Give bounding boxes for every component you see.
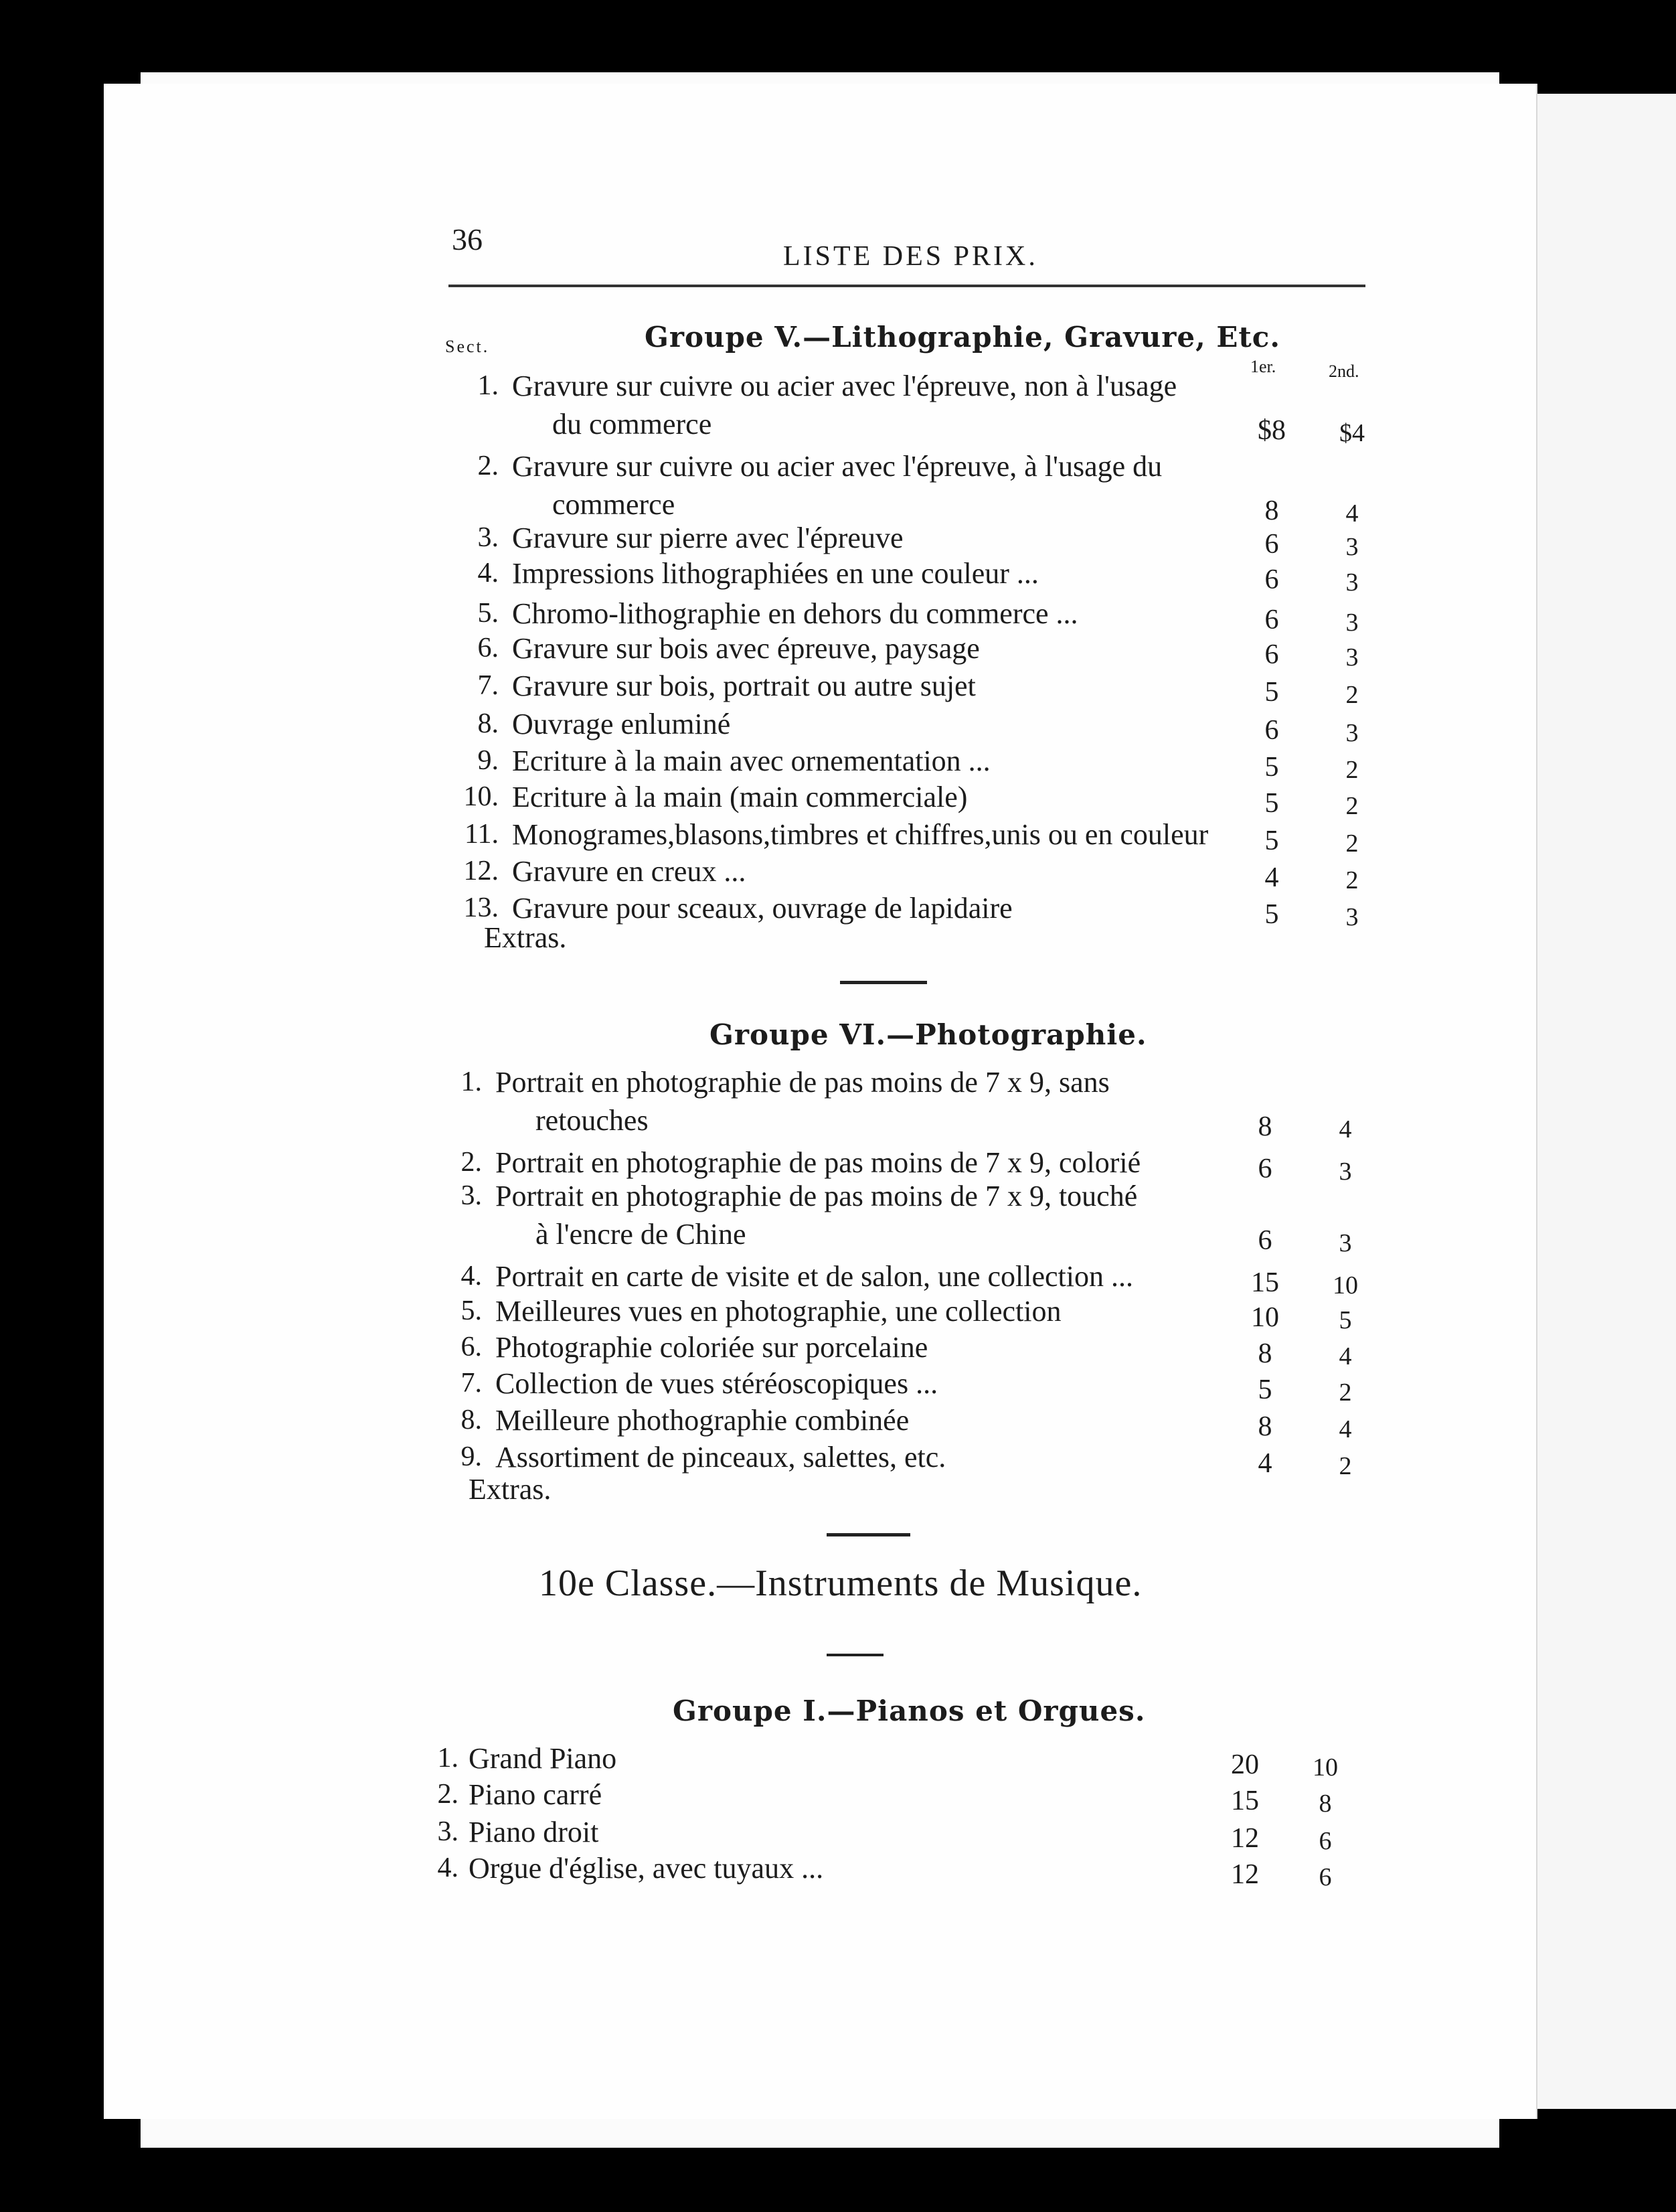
item-description: Photographie coloriée sur porcelaine [495,1331,928,1364]
item-description: Gravure sur pierre avec l'épreuve [512,522,904,554]
prize-second: 6 [1319,1863,1332,1891]
item-number: 1. [460,1066,482,1097]
item-number: 4. [437,1852,458,1883]
item-description: Ouvrage enluminé [512,708,731,740]
item-description: Gravure pour sceaux, ouvrage de lapidaire [512,892,1013,925]
item-number: 3. [477,522,499,553]
item-description: Orgue d'église, avec tuyaux ... [469,1852,824,1885]
item-description: retouches [535,1104,649,1137]
prize-first: 4 [1258,1448,1272,1479]
item-description: Ecriture à la main avec ornementation ... [512,744,991,777]
prize-second: 3 [1339,1229,1352,1257]
groupe-v-extras: Extras. [484,921,567,954]
prize-second: 2 [1345,830,1359,858]
section-divider [827,1533,910,1536]
item-description: Piano carré [469,1778,602,1811]
prize-second: 2 [1345,756,1359,784]
classe-10-title: 10e Classe.—Instruments de Musique. [539,1563,1143,1604]
prize-second: 3 [1345,643,1359,672]
prize-second: 3 [1339,1158,1352,1186]
prize-second: 3 [1345,719,1359,747]
col-head-second: 2nd. [1329,362,1359,381]
prize-first: 6 [1264,715,1279,746]
prize-first: 20 [1231,1749,1259,1780]
prize-second: 3 [1345,533,1359,561]
prize-second: 3 [1345,568,1359,597]
prize-second: 2 [1345,792,1359,820]
item-number: 10. [463,781,499,812]
item-number: 1. [477,370,499,401]
item-description: Assortiment de pinceaux, salettes, etc. [495,1441,946,1474]
prize-first: 8 [1258,1111,1272,1142]
item-number: 4. [477,558,499,588]
prize-first: 5 [1258,1374,1272,1405]
item-number: 12. [463,856,499,886]
document-page [104,84,1536,2119]
item-number: 2. [460,1147,482,1178]
prize-first: 12 [1231,1859,1259,1890]
item-number: 8. [460,1405,482,1435]
prize-first: 5 [1264,899,1279,930]
page-number: 36 [452,222,483,256]
prize-first: 8 [1258,1338,1272,1369]
prize-first: 5 [1264,677,1279,708]
item-description: commerce [552,488,675,521]
col-head-sect: Sect. [445,337,490,356]
item-number: 9. [460,1441,482,1472]
item-number: 8. [477,708,499,739]
prize-second: 4 [1339,1342,1352,1370]
section-divider [827,1654,884,1656]
prize-first: 6 [1264,605,1279,635]
item-description: Gravure sur bois avec épreuve, paysage [512,632,980,665]
prize-first: 6 [1258,1225,1272,1256]
item-description: Collection de vues stéréoscopiques ... [495,1367,938,1400]
item-description: Monogrames,blasons,timbres et chiffres,unis ou en couleur [512,818,1209,851]
item-number: 7. [477,670,499,701]
prize-first: 4 [1264,862,1279,893]
prize-first: $8 [1258,415,1286,446]
prize-first: 6 [1258,1154,1272,1184]
prize-first: 12 [1231,1823,1259,1854]
item-number: 6. [460,1332,482,1362]
prize-second: 2 [1345,681,1359,709]
item-description: du commerce [552,408,712,441]
item-number: 3. [460,1180,482,1211]
prize-first: 5 [1264,825,1279,856]
prize-second: $4 [1339,419,1365,447]
item-number: 9. [477,745,499,776]
groupe-vi-extras: Extras. [469,1473,552,1506]
header-rule [448,285,1365,287]
prize-first: 10 [1251,1302,1279,1333]
prize-second: 8 [1319,1790,1332,1818]
prize-first: 6 [1264,564,1279,595]
item-number: 11. [465,819,499,850]
prize-second: 3 [1345,903,1359,931]
item-description: Gravure sur cuivre ou acier avec l'épreuve, à l'usage du [512,450,1163,483]
prize-first: 15 [1231,1786,1259,1816]
groupe-i-title: Groupe I.—Pianos et Orgues. [673,1694,1146,1727]
prize-second: 3 [1345,609,1359,637]
prize-first: 6 [1264,639,1279,670]
prize-first: 5 [1264,752,1279,783]
item-description: Portrait en photographie de pas moins de 7 x 9, sans [495,1066,1110,1099]
item-number: 7. [460,1368,482,1399]
item-number: 1. [437,1743,458,1773]
item-number: 6. [477,633,499,663]
prize-second: 4 [1339,1115,1352,1143]
prize-second: 2 [1339,1452,1352,1480]
prize-first: 15 [1251,1267,1279,1298]
prize-second: 5 [1339,1306,1352,1334]
prize-first: 8 [1264,495,1279,526]
prize-second: 4 [1345,499,1359,528]
prize-second: 4 [1339,1415,1352,1443]
item-description: Gravure sur bois, portrait ou autre sujet [512,669,976,702]
prize-second: 2 [1339,1378,1352,1407]
item-description: Gravure en creux ... [512,855,746,888]
prize-second: 10 [1313,1753,1338,1782]
running-title: LISTE DES PRIX. [783,241,1038,272]
item-number: 2. [477,451,499,481]
prize-second: 10 [1333,1271,1358,1299]
groupe-vi-title: Groupe VI.—Photographie. [709,1018,1147,1051]
item-number: 4. [460,1261,482,1291]
item-description: à l'encre de Chine [535,1218,746,1251]
item-description: Grand Piano [469,1742,617,1775]
item-number: 5. [477,598,499,629]
item-description: Gravure sur cuivre ou acier avec l'épreuve, non à l'usage [512,370,1177,402]
prize-first: 8 [1258,1411,1272,1442]
item-description: Chromo-lithographie en dehors du commerce ... [512,597,1078,630]
section-divider [840,981,927,984]
prize-first: 5 [1264,788,1279,819]
col-head-first: 1er. [1250,357,1276,376]
item-description: Portrait en carte de visite et de salon, une collection ... [495,1260,1134,1293]
item-description: Portrait en photographie de pas moins de 7 x 9, touché [495,1180,1138,1212]
item-number: 13. [463,892,499,923]
item-description: Ecriture à la main (main commerciale) [512,781,968,813]
item-number: 2. [437,1779,458,1810]
prize-second: 2 [1345,866,1359,894]
item-description: Impressions lithographiées en une couleur ... [512,557,1039,590]
item-description: Meilleure phothographie combinée [495,1404,910,1437]
item-description: Portrait en photographie de pas moins de 7 x 9, colorié [495,1146,1141,1179]
prize-first: 6 [1264,529,1279,560]
groupe-v-title: Groupe V.—Lithographie, Gravure, Etc. [645,321,1280,353]
item-number: 5. [460,1295,482,1326]
item-number: 3. [437,1816,458,1847]
prize-second: 6 [1319,1827,1332,1855]
item-description: Piano droit [469,1816,599,1848]
item-description: Meilleures vues en photographie, une collection [495,1295,1062,1328]
